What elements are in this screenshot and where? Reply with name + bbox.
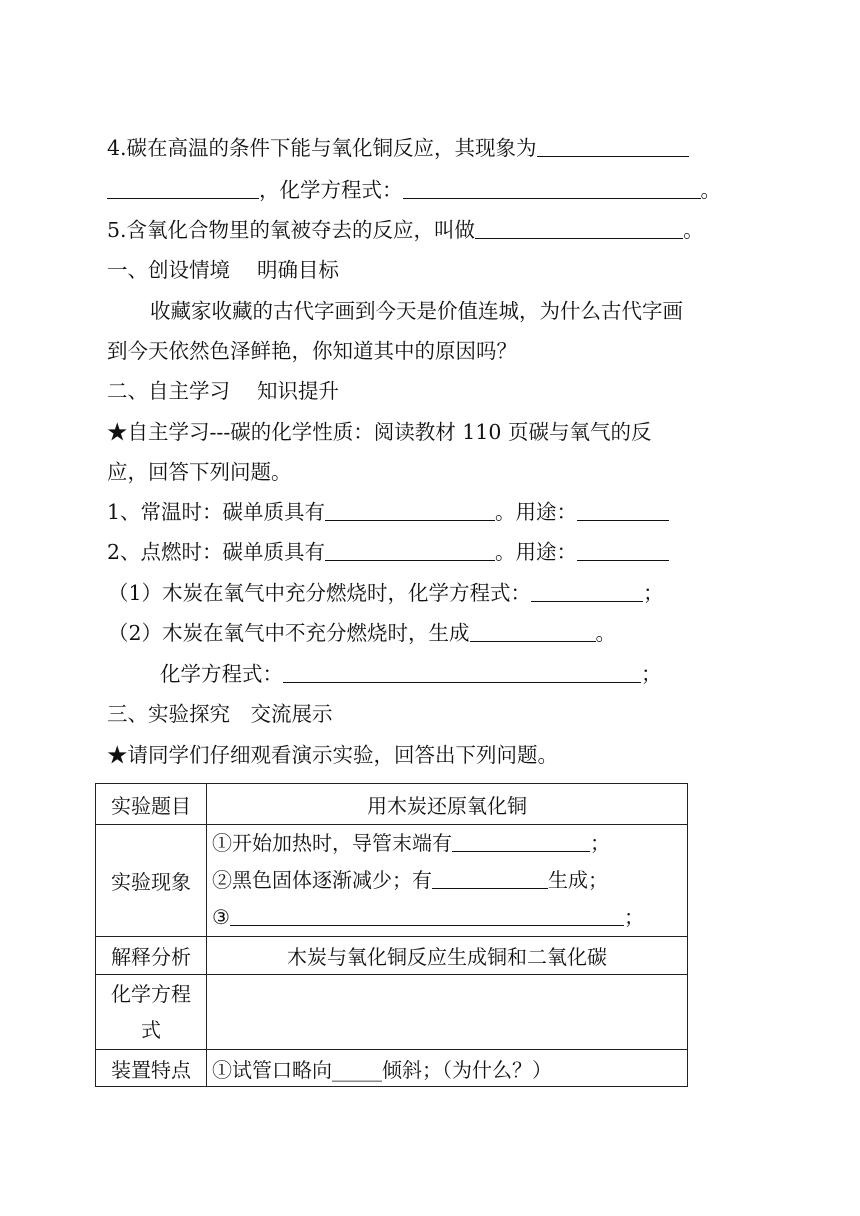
section-2-intro-line1: ★自主学习---碳的化学性质：阅读教材 110 页碳与氧气的反 — [107, 420, 652, 444]
phenomenon-label: 实验现象 — [96, 825, 207, 937]
table-row — [96, 975, 688, 1050]
question-4-equation-label: ，化学方程式： — [259, 178, 403, 202]
table-row — [96, 1050, 688, 1087]
item-1-text: 1、常温时：碳单质具有 — [107, 500, 326, 524]
answer-blank[interactable] — [230, 903, 624, 926]
device-feature-label: 装置特点 — [96, 1050, 207, 1087]
phenomenon-line-2 — [207, 862, 687, 899]
punctuation: 。 — [595, 621, 617, 645]
equation-blank[interactable] — [531, 579, 643, 602]
section-3-intro: ★请同学们仔细观看演示实验，回答出下列问题。 — [107, 743, 558, 767]
analysis-value: 木炭与氧化铜反应生成铜和二氧化碳 — [207, 937, 688, 975]
answer-blank[interactable] — [577, 538, 669, 561]
answer-blank[interactable] — [432, 866, 548, 889]
equation-label — [96, 975, 207, 1050]
section-1-paragraph-line2: 到今天依然色泽鲜艳，你知道其中的原因吗？ — [107, 339, 517, 363]
device-feature-value: ①试管口略向_____倾斜；（为什么？） — [207, 1050, 688, 1087]
punctuation: ； — [590, 831, 610, 855]
question-5 — [107, 216, 704, 244]
question-4-line1 — [107, 134, 689, 162]
section-2-heading: 二、自主学习 知识提升 — [107, 379, 340, 403]
equation-label-line-2: 式 — [141, 1018, 161, 1042]
item-2 — [107, 538, 669, 566]
phenomenon-text-2-end: 生成； — [548, 868, 608, 892]
experiment-table — [95, 783, 688, 1087]
punctuation: ； — [641, 662, 662, 686]
answer-blank[interactable] — [107, 176, 259, 199]
punctuation: 。 — [700, 178, 721, 202]
phenomenon-text-1: ①开始加热时，导管末端有 — [212, 831, 452, 855]
equation-blank[interactable] — [403, 176, 701, 199]
table-row — [96, 937, 688, 975]
answer-blank[interactable] — [452, 829, 590, 852]
item-1-use-label: 。用途： — [495, 500, 578, 524]
sub-item-2-text: （2）木炭在氧气中不充分燃烧时，生成 — [108, 621, 470, 645]
question-5-text: 5.含氧化合物里的氧被夺去的反应，叫做 — [107, 218, 476, 242]
phenomenon-cell — [207, 825, 688, 937]
sub-item-2-equation — [160, 660, 662, 688]
question-4-text: 4.碳在高温的条件下能与氧化铜反应，其现象为 — [107, 136, 537, 160]
answer-blank[interactable] — [577, 498, 669, 521]
item-1 — [107, 498, 669, 526]
answer-blank[interactable] — [537, 134, 689, 157]
answer-blank[interactable] — [475, 216, 683, 239]
experiment-title-value: 用木炭还原氧化铜 — [207, 784, 688, 825]
sub-item-2 — [108, 619, 616, 647]
question-4-line2 — [107, 176, 721, 204]
phenomenon-line-3 — [207, 899, 687, 936]
answer-blank[interactable] — [325, 498, 495, 521]
equation-blank[interactable] — [283, 660, 641, 683]
section-1-paragraph-line1: 收藏家收藏的古代字画到今天是价值连城，为什么古代字画 — [150, 299, 683, 323]
punctuation: ； — [643, 581, 664, 605]
table-row — [96, 784, 688, 825]
section-3-heading: 三、实验探究 交流展示 — [107, 702, 333, 726]
item-2-use-label: 。用途： — [495, 540, 578, 564]
equation-answer-cell[interactable] — [207, 975, 688, 1050]
sub-item-1 — [108, 579, 664, 607]
phenomenon-line-1 — [207, 825, 687, 862]
equation-label-line-1: 化学方程 — [111, 982, 191, 1006]
sub-item-1-text: （1）木炭在氧气中充分燃烧时，化学方程式： — [108, 581, 532, 605]
punctuation: 。 — [683, 218, 704, 242]
section-1-heading: 一、创设情境 明确目标 — [107, 258, 340, 282]
punctuation: ； — [623, 905, 644, 929]
phenomenon-text-3: ③ — [212, 905, 230, 929]
answer-blank[interactable] — [325, 538, 495, 561]
item-2-text: 2、点燃时：碳单质具有 — [107, 540, 326, 564]
table-row — [96, 825, 688, 937]
experiment-title-label: 实验题目 — [96, 784, 207, 825]
section-2-intro-line2: 应，回答下列问题。 — [107, 460, 292, 484]
phenomenon-text-2: ②黑色固体逐渐减少；有 — [212, 868, 432, 892]
sub-item-2-equation-label: 化学方程式： — [160, 662, 283, 686]
analysis-label: 解释分析 — [96, 937, 207, 975]
answer-blank[interactable] — [470, 619, 596, 642]
